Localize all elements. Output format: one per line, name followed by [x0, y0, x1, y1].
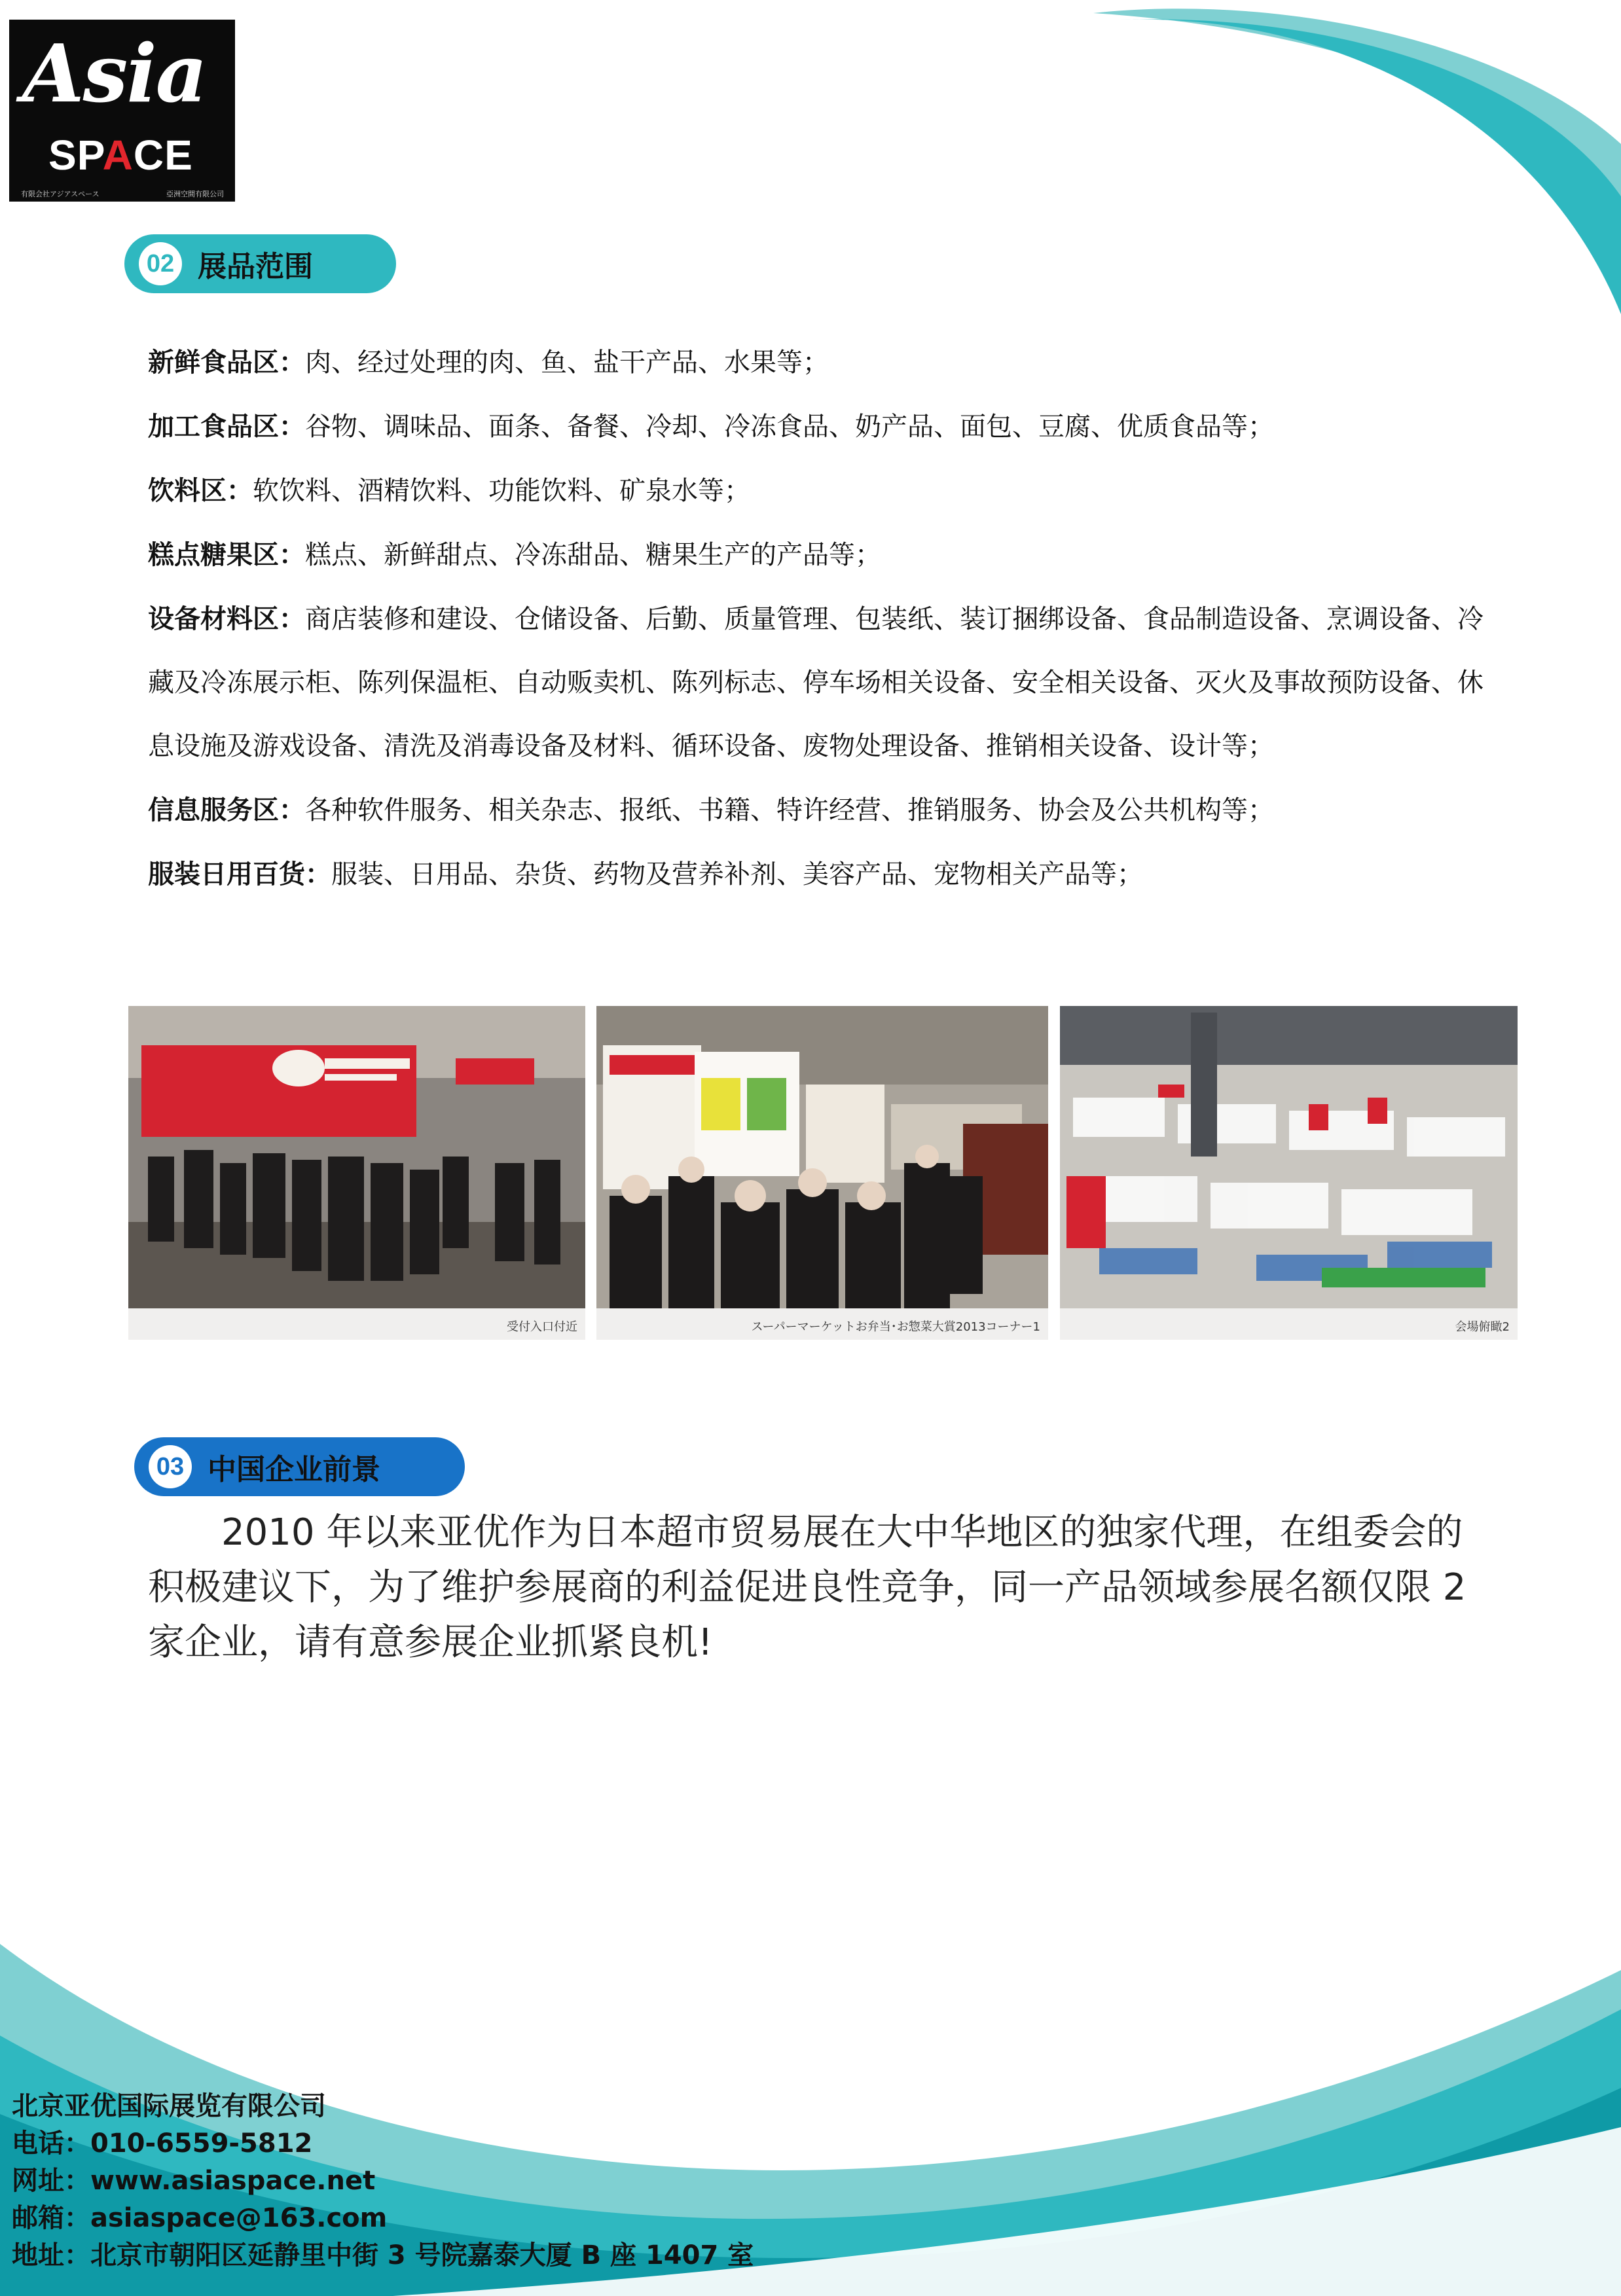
email[interactable]: 邮箱：asiaspace@163.com	[12, 2203, 388, 2233]
photo-caption: 会場俯瞰2	[1455, 1320, 1510, 1334]
logo-subtitle: 有限会社アジアスペース 亞洲空間有限公司	[21, 190, 224, 198]
product-category-item: 糕点糖果区：糕点、新鲜甜点、冷冻甜品、糖果生产的产品等；	[148, 539, 881, 570]
photo-caption: スーパーマーケットお弁当･お惣菜大賞2013コーナー1	[751, 1320, 1040, 1334]
product-category-item: 新鲜食品区：肉、经过处理的肉、鱼、盐干产品、水果等；	[148, 347, 829, 378]
product-category-item: 服装日用百货：服装、日用品、杂货、药物及营养补剂、美容产品、宠物相关产品等；	[148, 859, 1143, 889]
photo-caption: 受付入口付近	[507, 1320, 577, 1334]
section-title: 中国企业前景	[208, 1453, 380, 1486]
photo-bento-corner	[596, 1006, 1048, 1340]
contact-info	[12, 2088, 754, 2274]
phone: 电话：010-6559-5812	[12, 2128, 313, 2159]
product-category-item: 设备材料区：商店装修和建设、仓储设备、后勤、质量管理、包装纸、装订捆绑设备、食品制造设备、烹调设备、冷藏及冷冻展示柜、陈列保温柜、自动贩卖机、陈列标志、停车场相关设备、安全相关设备、灭火及事故预防设备、休息设施及游戏设备、清洗及消毒设备及材料、循环设备、废物处理设备、推销相关设备、设计等；	[148, 603, 1484, 761]
address: 地址：北京市朝阳区延静里中街 3 号院嘉泰大厦 B 座 1407 室	[12, 2240, 754, 2270]
logo-text-asia: Asia	[22, 26, 206, 120]
china-prospect-paragraph: 2010 年以来亚优作为日本超市贸易展在大中华地区的独家代理，在组委会的积极建议下，为了维护参展商的利益促进良性竞争，同一产品领域参展名额仅限 2 家企业，请有意参展企业抓紧良机!	[148, 1511, 1466, 1664]
product-category-item: 加工食品区：谷物、调味品、面条、备餐、冷却、冷冻食品、奶产品、面包、豆腐、优质食品等；	[148, 411, 1274, 442]
photo-reception-entrance	[128, 1006, 585, 1340]
product-category-item: 饮料区：软饮料、酒精饮料、功能饮料、矿泉水等；	[148, 475, 750, 506]
photo-hall-overview	[1060, 1006, 1518, 1340]
logo-text-space: SPACE	[48, 132, 193, 179]
company-name: 北京亚优国际展览有限公司	[12, 2091, 326, 2121]
section-number: 03	[149, 1445, 192, 1488]
product-category-list	[148, 331, 1484, 906]
section-header-china	[134, 1437, 465, 1496]
website[interactable]: 网址：www.asiaspace.net	[12, 2166, 376, 2196]
section-header-exhibits	[124, 234, 396, 293]
top-right-swoosh	[1080, 0, 1621, 327]
company-logo	[9, 20, 235, 202]
section-title: 展品范围	[198, 250, 313, 283]
product-category-item: 信息服务区：各种软件服务、相关杂志、报纸、书籍、特许经营、推销服务、协会及公共机构等；	[148, 795, 1274, 825]
section-number: 02	[139, 242, 182, 285]
